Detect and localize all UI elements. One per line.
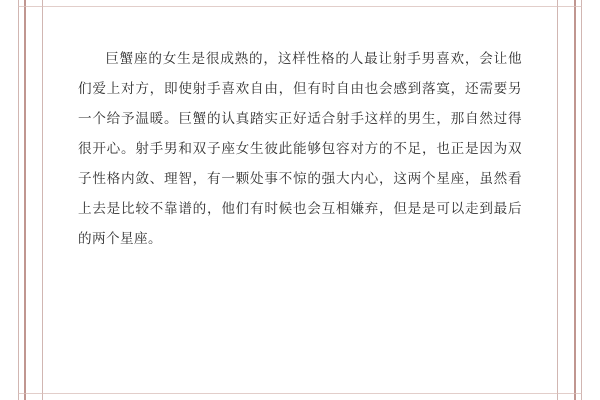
- left-border-line-3: [42, 0, 43, 400]
- document-content: [78, 30, 522, 360]
- top-frame-rule: [18, 6, 582, 7]
- right-border-line-2: [574, 0, 576, 400]
- right-border-ornament: [542, 0, 600, 400]
- bottom-frame-rule: [18, 393, 582, 394]
- left-border-ornament: [0, 0, 58, 400]
- right-border-line-1: [581, 0, 582, 400]
- right-border-line-3: [557, 0, 558, 400]
- article-paragraph: 巨蟹座的女生是很成熟的，这样性格的人最让射手男喜欢，会让他们爱上对方，即使射手喜欢自由，但有时自由也会感到落寞，还需要另一个给予温暖。巨蟹的认真踏实正好适合射手这样的男生，那自然过得很开心。射手男和双子座女生彼此能够包容对方的不足，也正是因为双子性格内敛、理智，有一颗处事不惊的强大内心，这两个星座，虽然看上去是比较不靠谱的，他们有时候也会互相嫌弃，但是是可以走到最后的两个星座。: [78, 50, 522, 247]
- left-border-line-2: [24, 0, 26, 400]
- left-border-line-1: [18, 0, 19, 400]
